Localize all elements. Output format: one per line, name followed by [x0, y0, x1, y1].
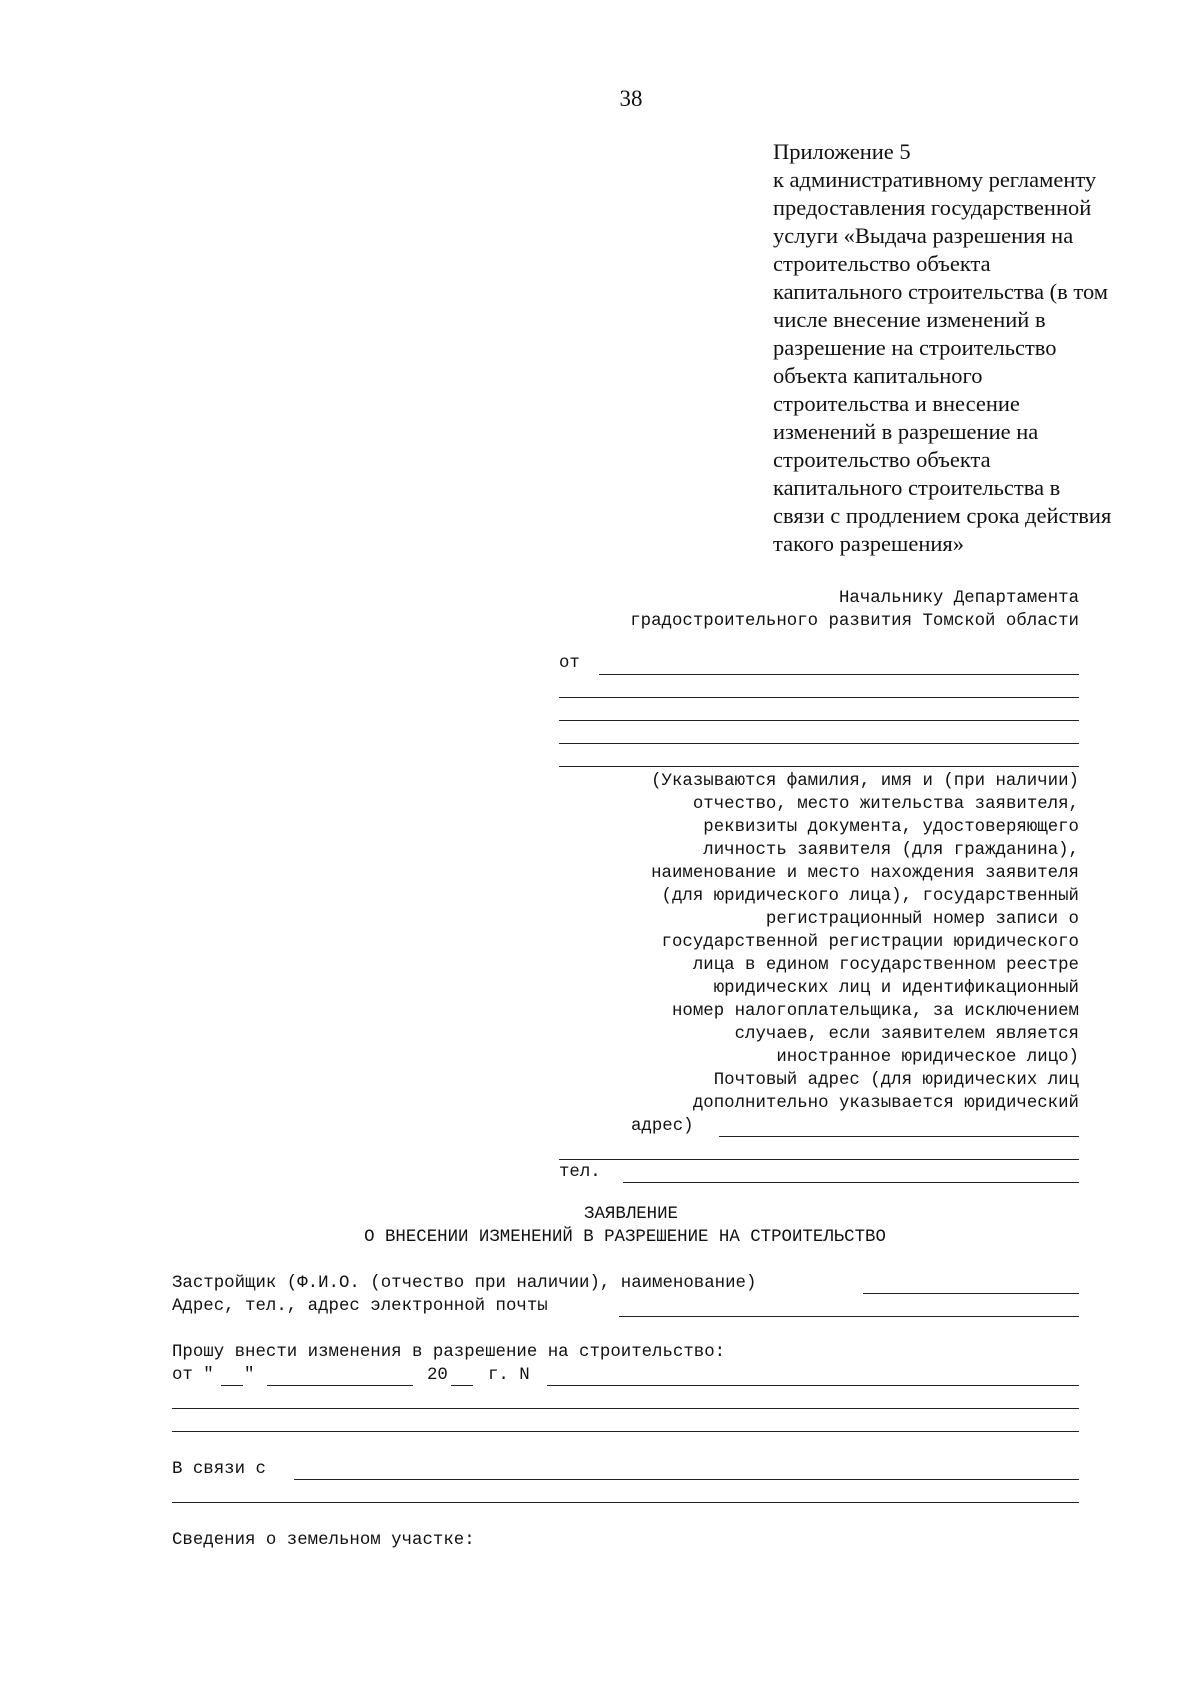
- addressee-line: градостроительного развития Томской области: [630, 612, 1079, 631]
- from-line[interactable]: [559, 743, 1079, 744]
- reason-line[interactable]: [172, 1502, 1079, 1503]
- hint-line: номер налогоплательщика, за исключением: [671, 1002, 1079, 1021]
- hint-line: наименование и место нахождения заявителя: [651, 864, 1079, 883]
- from-line[interactable]: [559, 697, 1079, 698]
- page-number: 38: [619, 86, 643, 111]
- from-line[interactable]: [559, 766, 1079, 767]
- reason-label: В связи с: [172, 1460, 266, 1479]
- land-label: Сведения о земельном участке:: [172, 1531, 475, 1550]
- appendix-line: разрешение на строительство: [773, 335, 1057, 360]
- appendix-line: предоставления государственной: [773, 195, 1092, 220]
- from-row: [559, 652, 1079, 676]
- appendix-line: числе внесение изменений в: [773, 307, 1046, 332]
- hint-line: регистрационный номер записи о: [765, 910, 1079, 929]
- application-title: ЗАЯВЛЕНИЕ: [584, 1205, 678, 1224]
- appendix-line: строительство объекта: [773, 251, 991, 276]
- year-line[interactable]: [451, 1385, 473, 1386]
- hint-line: иностранное юридическое лицо): [776, 1048, 1079, 1067]
- year-prefix: 20: [427, 1366, 448, 1385]
- appendix-line: услуги «Выдача разрешения на: [773, 223, 1074, 248]
- permit-number-line[interactable]: [547, 1385, 1079, 1386]
- from-line[interactable]: [599, 674, 1079, 675]
- permit-extra-line[interactable]: [172, 1431, 1079, 1432]
- permit-extra-line[interactable]: [172, 1408, 1079, 1409]
- developer-label: Застройщик (Ф.И.О. (отчество при наличии), наименование): [172, 1274, 757, 1293]
- appendix-line: объекта капитального: [773, 363, 983, 388]
- appendix-line: связи с продлением срока действия: [773, 503, 1112, 528]
- hint-line: (для юридического лица), государственный: [661, 887, 1079, 906]
- year-suffix: г. N: [488, 1366, 530, 1385]
- hint-line: дополнительно указывается юридический: [692, 1094, 1079, 1113]
- tel-line[interactable]: [623, 1182, 1079, 1183]
- hint-line: государственной регистрации юридического: [661, 933, 1079, 952]
- appendix-line: Приложение 5: [773, 139, 911, 164]
- applicant-hint: [559, 770, 1079, 1115]
- date-quote: ": [244, 1366, 255, 1385]
- hint-line: (Указываются фамилия, имя и (при наличии): [651, 772, 1079, 791]
- appendix-line: такого разрешения»: [773, 531, 965, 556]
- appendix-line: строительство объекта: [773, 447, 991, 472]
- hint-line: случаев, если заявителем является: [734, 1025, 1079, 1044]
- hint-line: личность заявителя (для гражданина),: [703, 841, 1079, 860]
- hint-line: отчество, место жительства заявителя,: [692, 795, 1079, 814]
- hint-line: реквизиты документа, удостоверяющего: [703, 818, 1079, 837]
- date-prefix: от ": [172, 1366, 214, 1385]
- address-line[interactable]: [719, 1136, 1079, 1137]
- appendix-line: к административному регламенту: [773, 167, 1097, 192]
- application-subtitle: О ВНЕСЕНИИ ИЗМЕНЕНИЙ В РАЗРЕШЕНИЕ НА СТРОИТЕЛЬСТВО: [364, 1228, 886, 1247]
- hint-line: Почтовый адрес (для юридических лиц: [713, 1071, 1079, 1090]
- contacts-line[interactable]: [619, 1316, 1079, 1317]
- appendix-block: [773, 138, 1193, 558]
- from-label: от: [559, 654, 580, 673]
- from-line[interactable]: [559, 720, 1079, 721]
- addressee-line: Начальнику Департамента: [838, 589, 1079, 608]
- appendix-line: строительства и внесение: [773, 391, 1020, 416]
- request-label: Прошу внести изменения в разрешение на строительство:: [172, 1343, 726, 1362]
- tel-label: тел.: [559, 1163, 601, 1182]
- address-line[interactable]: [559, 1159, 1079, 1160]
- appendix-line: капитального строительства (в том: [773, 279, 1109, 304]
- appendix-line: изменений в разрешение на: [773, 419, 1039, 444]
- contacts-label: Адрес, тел., адрес электронной почты: [172, 1297, 548, 1316]
- hint-line: юридических лиц и идентификационный: [713, 979, 1079, 998]
- appendix-line: капитального строительства в: [773, 475, 1061, 500]
- reason-line[interactable]: [294, 1479, 1079, 1480]
- addressee-block: [559, 587, 1079, 633]
- developer-line[interactable]: [863, 1293, 1079, 1294]
- date-day-line[interactable]: [221, 1385, 243, 1386]
- address-label: адрес): [631, 1117, 694, 1136]
- hint-line: лица в едином государственном реестре: [692, 956, 1079, 975]
- date-month-line[interactable]: [267, 1385, 413, 1386]
